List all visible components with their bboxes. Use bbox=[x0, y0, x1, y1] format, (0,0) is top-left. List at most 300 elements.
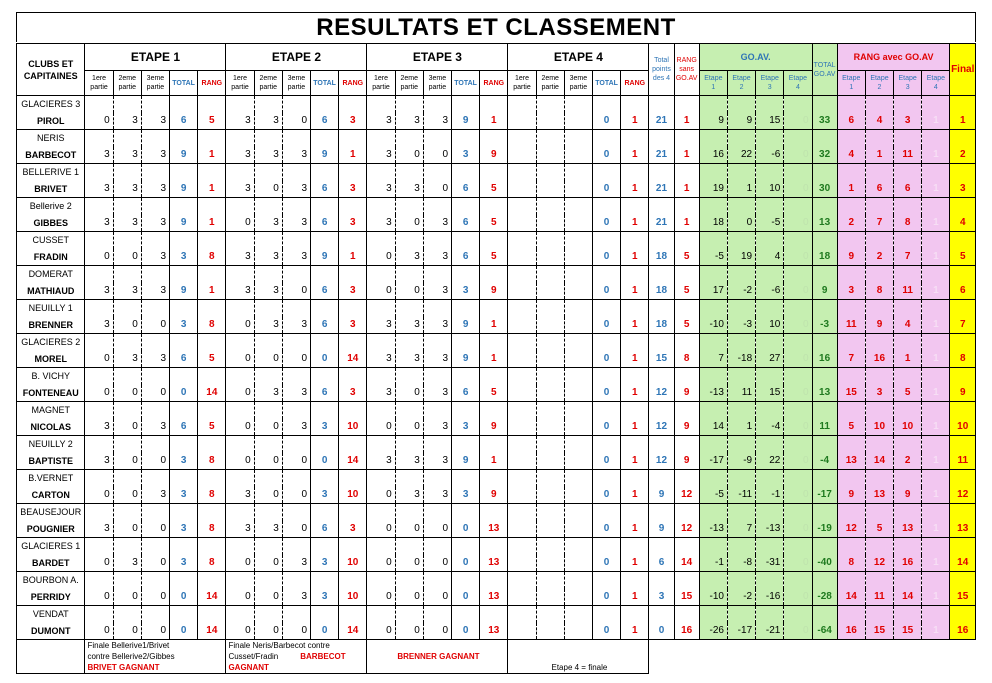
spacer-cell bbox=[699, 368, 727, 385]
total-4: 18 bbox=[649, 283, 674, 300]
rang-avec-value: 1 bbox=[922, 589, 950, 606]
goav-value: 27 bbox=[756, 351, 784, 368]
etape-total: 0 bbox=[592, 351, 620, 368]
spacer-cell bbox=[922, 232, 950, 249]
spacer-cell bbox=[837, 606, 865, 623]
total-4: 12 bbox=[649, 453, 674, 470]
partie-score: 0 bbox=[423, 521, 451, 538]
partie-score: 0 bbox=[254, 181, 282, 198]
spacer-cell bbox=[536, 334, 564, 351]
spacer-cell bbox=[727, 300, 755, 317]
final-rank: 4 bbox=[950, 215, 976, 232]
goav-value: -10 bbox=[699, 317, 727, 334]
spacer-cell bbox=[170, 266, 198, 283]
spacer-cell bbox=[423, 538, 451, 555]
etape-total: 0 bbox=[592, 385, 620, 402]
spacer-cell bbox=[922, 606, 950, 623]
partie-score: 0 bbox=[254, 555, 282, 572]
spacer-cell bbox=[674, 504, 699, 521]
partie-score: 0 bbox=[423, 555, 451, 572]
partie-score: 3 bbox=[423, 113, 451, 130]
spacer-cell bbox=[452, 606, 480, 623]
total-goav: 9 bbox=[812, 283, 837, 300]
partie-score: 3 bbox=[85, 147, 113, 164]
spacer-cell bbox=[950, 164, 976, 181]
final-rank: 1 bbox=[950, 113, 976, 130]
spacer-cell bbox=[756, 368, 784, 385]
goav-value: -2 bbox=[727, 283, 755, 300]
spacer-cell bbox=[141, 266, 169, 283]
spacer-cell bbox=[756, 232, 784, 249]
spacer-cell bbox=[423, 368, 451, 385]
etape-total: 0 bbox=[170, 589, 198, 606]
rang-sans-goav: 9 bbox=[674, 419, 699, 436]
spacer-cell bbox=[508, 470, 536, 487]
spacer-cell bbox=[254, 572, 282, 589]
spacer-cell bbox=[837, 96, 865, 113]
spacer-cell bbox=[699, 436, 727, 453]
partie-score: 3 bbox=[226, 249, 254, 266]
spacer-cell bbox=[141, 368, 169, 385]
spacer-cell bbox=[727, 606, 755, 623]
etape-rang: 5 bbox=[198, 419, 226, 436]
goav-value: 18 bbox=[699, 215, 727, 232]
total-4: 15 bbox=[649, 351, 674, 368]
rang-avec-value: 1 bbox=[922, 249, 950, 266]
partie-score bbox=[508, 215, 536, 232]
spacer-cell bbox=[480, 504, 508, 521]
etape-total: 6 bbox=[452, 181, 480, 198]
spacer-cell bbox=[282, 130, 310, 147]
spacer-cell bbox=[508, 436, 536, 453]
goav-value: 15 bbox=[756, 113, 784, 130]
spacer-cell bbox=[226, 96, 254, 113]
spacer-cell bbox=[339, 266, 367, 283]
rang-avec-value: 6 bbox=[894, 181, 922, 198]
spacer-cell bbox=[922, 300, 950, 317]
spacer-cell bbox=[649, 572, 674, 589]
etape-rang: 13 bbox=[480, 555, 508, 572]
spacer-cell bbox=[621, 198, 649, 215]
spacer-cell bbox=[592, 470, 620, 487]
rang-header: RANG bbox=[198, 71, 226, 96]
captain-name: CARTON bbox=[17, 487, 85, 504]
etape-total: 3 bbox=[311, 487, 339, 504]
etape-rang: 1 bbox=[480, 113, 508, 130]
total-goav: 13 bbox=[812, 385, 837, 402]
partie-score bbox=[536, 351, 564, 368]
spacer-cell bbox=[756, 266, 784, 283]
spacer-cell bbox=[339, 606, 367, 623]
spacer-cell bbox=[282, 538, 310, 555]
partie-3-header: 3eme partie bbox=[423, 71, 451, 96]
rang-avec-value: 1 bbox=[894, 351, 922, 368]
etape-total: 3 bbox=[170, 317, 198, 334]
goav-value: 16 bbox=[699, 147, 727, 164]
spacer-cell bbox=[480, 334, 508, 351]
partie-score: 3 bbox=[254, 283, 282, 300]
goav-value: 0 bbox=[784, 351, 812, 368]
partie-1-header: 1ere partie bbox=[226, 71, 254, 96]
spacer-cell bbox=[699, 96, 727, 113]
partie-score: 0 bbox=[423, 147, 451, 164]
note-etape-4: Etape 4 = finale bbox=[508, 640, 649, 674]
spacer-cell bbox=[452, 538, 480, 555]
spacer-cell bbox=[674, 572, 699, 589]
total-4: 21 bbox=[649, 147, 674, 164]
partie-score bbox=[508, 249, 536, 266]
goav-value: -8 bbox=[727, 555, 755, 572]
total-goav: -4 bbox=[812, 453, 837, 470]
spacer-cell bbox=[950, 266, 976, 283]
rang-avec-value: 1 bbox=[922, 283, 950, 300]
etape-total: 6 bbox=[452, 385, 480, 402]
final-rank: 10 bbox=[950, 419, 976, 436]
goav-value: -4 bbox=[756, 419, 784, 436]
spacer-cell bbox=[508, 368, 536, 385]
partie-score bbox=[508, 487, 536, 504]
rang-avec-value: 1 bbox=[922, 215, 950, 232]
spacer-cell bbox=[367, 470, 395, 487]
club-name: NERIS bbox=[17, 130, 85, 147]
etape-total: 6 bbox=[452, 249, 480, 266]
final-rank: 7 bbox=[950, 317, 976, 334]
spacer-cell bbox=[699, 572, 727, 589]
table-row-values bbox=[17, 181, 976, 198]
spacer-cell bbox=[564, 300, 592, 317]
spacer-cell bbox=[395, 198, 423, 215]
spacer-cell bbox=[564, 164, 592, 181]
spacer-cell bbox=[141, 96, 169, 113]
etape-2-header: ETAPE 2 bbox=[226, 44, 367, 71]
etape-total: 0 bbox=[592, 283, 620, 300]
table-row-values bbox=[17, 419, 976, 436]
spacer-cell bbox=[113, 96, 141, 113]
partie-3-header: 3eme partie bbox=[141, 71, 169, 96]
spacer-cell bbox=[837, 504, 865, 521]
spacer-cell bbox=[536, 504, 564, 521]
spacer-cell bbox=[395, 538, 423, 555]
partie-score: 3 bbox=[113, 555, 141, 572]
spacer-cell bbox=[674, 96, 699, 113]
etape-total: 3 bbox=[170, 521, 198, 538]
partie-score: 0 bbox=[113, 589, 141, 606]
spacer-cell bbox=[649, 470, 674, 487]
spacer-cell bbox=[621, 538, 649, 555]
spacer-cell bbox=[141, 334, 169, 351]
spacer-cell bbox=[922, 266, 950, 283]
spacer-cell bbox=[480, 96, 508, 113]
etape-rang: 5 bbox=[480, 385, 508, 402]
final-rank: 6 bbox=[950, 283, 976, 300]
etape-total: 9 bbox=[452, 317, 480, 334]
rang-avec-value: 8 bbox=[837, 555, 865, 572]
partie-score: 0 bbox=[113, 521, 141, 538]
partie-score bbox=[508, 317, 536, 334]
partie-score: 0 bbox=[141, 521, 169, 538]
spacer-cell bbox=[894, 300, 922, 317]
spacer-cell bbox=[395, 232, 423, 249]
goav-value: -1 bbox=[756, 487, 784, 504]
spacer-cell bbox=[674, 266, 699, 283]
spacer-cell bbox=[649, 232, 674, 249]
rang-avec-value: 7 bbox=[837, 351, 865, 368]
partie-score bbox=[508, 521, 536, 538]
spacer-cell bbox=[649, 504, 674, 521]
spacer-cell bbox=[198, 266, 226, 283]
spacer-cell bbox=[756, 470, 784, 487]
goav-value: 0 bbox=[784, 623, 812, 640]
captain-name: NICOLAS bbox=[17, 419, 85, 436]
spacer-cell bbox=[564, 436, 592, 453]
spacer-cell bbox=[395, 606, 423, 623]
table-row-values bbox=[17, 623, 976, 640]
spacer-cell bbox=[113, 436, 141, 453]
notes-empty bbox=[649, 640, 976, 674]
etape-total: 0 bbox=[592, 215, 620, 232]
partie-3-header: 3eme partie bbox=[564, 71, 592, 96]
goav-value: -6 bbox=[756, 147, 784, 164]
spacer-cell bbox=[621, 402, 649, 419]
spacer-cell bbox=[865, 436, 893, 453]
spacer-cell bbox=[254, 164, 282, 181]
etape-total: 6 bbox=[311, 181, 339, 198]
partie-score: 0 bbox=[282, 453, 310, 470]
partie-score: 3 bbox=[141, 113, 169, 130]
spacer-cell bbox=[950, 368, 976, 385]
spacer-cell bbox=[141, 164, 169, 181]
spacer-cell bbox=[423, 266, 451, 283]
rang-sans-goav: 9 bbox=[674, 453, 699, 470]
spacer-cell bbox=[894, 504, 922, 521]
partie-score bbox=[564, 283, 592, 300]
spacer-cell bbox=[784, 266, 812, 283]
spacer-cell bbox=[784, 402, 812, 419]
goav-value: 19 bbox=[699, 181, 727, 198]
etape-rang: 10 bbox=[339, 487, 367, 504]
rang-avec-value: 7 bbox=[894, 249, 922, 266]
notes-blank bbox=[17, 640, 85, 674]
spacer-cell bbox=[311, 164, 339, 181]
etape-total: 9 bbox=[452, 453, 480, 470]
spacer-cell bbox=[85, 572, 113, 589]
spacer-cell bbox=[564, 504, 592, 521]
partie-score bbox=[508, 453, 536, 470]
etape-rang: 1 bbox=[480, 317, 508, 334]
table-row bbox=[17, 504, 976, 521]
spacer-cell bbox=[198, 198, 226, 215]
etape-rang: 1 bbox=[339, 249, 367, 266]
partie-score: 3 bbox=[113, 215, 141, 232]
club-name: DOMERAT bbox=[17, 266, 85, 283]
spacer-cell bbox=[85, 436, 113, 453]
goav-value: -1 bbox=[699, 555, 727, 572]
rang-sans-goav: 1 bbox=[674, 113, 699, 130]
spacer-cell bbox=[812, 538, 837, 555]
spacer-cell bbox=[254, 368, 282, 385]
captain-name: BAPTISTE bbox=[17, 453, 85, 470]
etape-total: 6 bbox=[311, 113, 339, 130]
rang-avec-value: 1 bbox=[922, 385, 950, 402]
rang-avec-value: 1 bbox=[922, 487, 950, 504]
partie-score bbox=[536, 283, 564, 300]
spacer-cell bbox=[649, 266, 674, 283]
spacer-cell bbox=[170, 402, 198, 419]
partie-score: 0 bbox=[85, 589, 113, 606]
etape-total: 3 bbox=[311, 555, 339, 572]
spacer-cell bbox=[699, 164, 727, 181]
spacer-cell bbox=[311, 572, 339, 589]
spacer-cell bbox=[423, 436, 451, 453]
spacer-cell bbox=[727, 538, 755, 555]
spacer-cell bbox=[727, 96, 755, 113]
goav-value: -13 bbox=[699, 521, 727, 538]
rang-sans-goav: 5 bbox=[674, 249, 699, 266]
spacer-cell bbox=[339, 402, 367, 419]
goav-value: 9 bbox=[727, 113, 755, 130]
spacer-cell bbox=[254, 198, 282, 215]
spacer-cell bbox=[894, 164, 922, 181]
spacer-cell bbox=[674, 300, 699, 317]
spacer-cell bbox=[198, 436, 226, 453]
table-row-values bbox=[17, 317, 976, 334]
spacer-cell bbox=[592, 436, 620, 453]
spacer-cell bbox=[113, 334, 141, 351]
spacer-cell bbox=[113, 300, 141, 317]
spacer-cell bbox=[699, 300, 727, 317]
spacer-cell bbox=[674, 198, 699, 215]
spacer-cell bbox=[367, 130, 395, 147]
spacer-cell bbox=[282, 368, 310, 385]
etape-total: 9 bbox=[170, 147, 198, 164]
partie-score: 3 bbox=[395, 181, 423, 198]
etape-total: 0 bbox=[311, 351, 339, 368]
spacer-cell bbox=[339, 572, 367, 589]
spacer-cell bbox=[564, 402, 592, 419]
partie-score: 3 bbox=[254, 215, 282, 232]
club-name: B. VICHY bbox=[17, 368, 85, 385]
spacer-cell bbox=[756, 436, 784, 453]
final-rank: 12 bbox=[950, 487, 976, 504]
goav-value: 0 bbox=[784, 113, 812, 130]
spacer-cell bbox=[198, 402, 226, 419]
spacer-cell bbox=[699, 232, 727, 249]
partie-score: 0 bbox=[226, 623, 254, 640]
etape-rang: 1 bbox=[621, 113, 649, 130]
spacer-cell bbox=[85, 232, 113, 249]
partie-score: 0 bbox=[113, 385, 141, 402]
etape-rang: 8 bbox=[198, 249, 226, 266]
spacer-cell bbox=[784, 436, 812, 453]
spacer-cell bbox=[727, 470, 755, 487]
spacer-cell bbox=[254, 436, 282, 453]
etape-rang: 5 bbox=[480, 215, 508, 232]
spacer-cell bbox=[339, 164, 367, 181]
spacer-cell bbox=[922, 130, 950, 147]
partie-score: 3 bbox=[85, 419, 113, 436]
etape-rang: 1 bbox=[621, 521, 649, 538]
table-row-values bbox=[17, 385, 976, 402]
etape-total: 3 bbox=[311, 419, 339, 436]
spacer-cell bbox=[865, 232, 893, 249]
rang-avec-value: 1 bbox=[922, 555, 950, 572]
partie-score bbox=[564, 453, 592, 470]
partie-score: 0 bbox=[226, 555, 254, 572]
spacer-cell bbox=[865, 368, 893, 385]
spacer-cell bbox=[837, 232, 865, 249]
partie-score: 3 bbox=[254, 385, 282, 402]
spacer-cell bbox=[254, 130, 282, 147]
note-etape-2: Finale Neris/Barbecot contre Cusset/Fradin BARBECOT GAGNANT bbox=[226, 640, 367, 674]
partie-score bbox=[564, 249, 592, 266]
table-row-values bbox=[17, 249, 976, 266]
partie-score bbox=[508, 419, 536, 436]
rang-sans-goav: 15 bbox=[674, 589, 699, 606]
goav-value: 0 bbox=[784, 215, 812, 232]
goav-etape-4-header: Etape 4 bbox=[784, 71, 812, 96]
spacer-cell bbox=[894, 572, 922, 589]
partie-score: 0 bbox=[395, 385, 423, 402]
club-name: NEUILLY 1 bbox=[17, 300, 85, 317]
spacer-cell bbox=[674, 606, 699, 623]
total-4: 12 bbox=[649, 419, 674, 436]
partie-score: 3 bbox=[254, 147, 282, 164]
partie-score: 0 bbox=[367, 555, 395, 572]
spacer-cell bbox=[282, 300, 310, 317]
rang-avec-value: 15 bbox=[894, 623, 922, 640]
rang-avec-value: 10 bbox=[865, 419, 893, 436]
rang-avec-value: 4 bbox=[865, 113, 893, 130]
etape-rang: 13 bbox=[480, 521, 508, 538]
partie-score: 3 bbox=[141, 147, 169, 164]
spacer-cell bbox=[198, 368, 226, 385]
spacer-cell bbox=[784, 198, 812, 215]
spacer-cell bbox=[699, 504, 727, 521]
club-name: GLACIERES 1 bbox=[17, 538, 85, 555]
etape-rang: 1 bbox=[621, 181, 649, 198]
goav-value: -2 bbox=[727, 589, 755, 606]
spacer-cell bbox=[311, 538, 339, 555]
rang-avec-value: 5 bbox=[894, 385, 922, 402]
total-goav: 16 bbox=[812, 351, 837, 368]
partie-score: 0 bbox=[141, 589, 169, 606]
spacer-cell bbox=[649, 300, 674, 317]
partie-score: 3 bbox=[226, 147, 254, 164]
partie-score: 0 bbox=[113, 453, 141, 470]
club-name: VENDAT bbox=[17, 606, 85, 623]
partie-score: 3 bbox=[367, 317, 395, 334]
spacer-cell bbox=[226, 334, 254, 351]
rang-avec-value: 13 bbox=[865, 487, 893, 504]
spacer-cell bbox=[85, 198, 113, 215]
spacer-cell bbox=[865, 130, 893, 147]
spacer-cell bbox=[423, 300, 451, 317]
rang-sans-header: RANG sans GO.AV bbox=[674, 44, 699, 96]
spacer-cell bbox=[649, 164, 674, 181]
partie-score bbox=[564, 589, 592, 606]
partie-score: 3 bbox=[282, 249, 310, 266]
spacer-cell bbox=[727, 572, 755, 589]
table-row bbox=[17, 538, 976, 555]
spacer-cell bbox=[339, 504, 367, 521]
partie-score: 0 bbox=[367, 283, 395, 300]
spacer-cell bbox=[837, 368, 865, 385]
total-4: 21 bbox=[649, 215, 674, 232]
spacer-cell bbox=[674, 470, 699, 487]
spacer-cell bbox=[170, 606, 198, 623]
spacer-cell bbox=[564, 572, 592, 589]
table-row bbox=[17, 572, 976, 589]
